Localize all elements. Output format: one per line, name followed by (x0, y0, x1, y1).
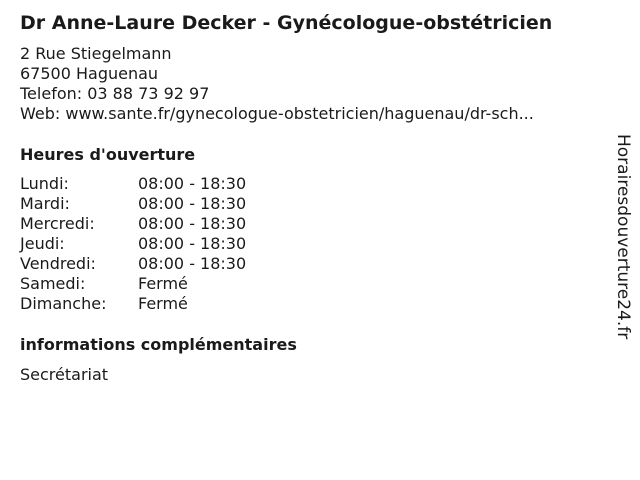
info-heading: informations complémentaires (20, 335, 297, 354)
day-label: Jeudi: (20, 234, 65, 253)
time-value: 08:00 - 18:30 (138, 194, 247, 213)
day-label: Vendredi: (20, 254, 96, 273)
phone-number[interactable]: Telefon: 03 88 73 92 97 (20, 84, 210, 103)
address-city: 67500 Haguenau (20, 64, 159, 83)
website-link[interactable]: Web: www.sante.fr/gynecologue-obstetricien/haguenau/dr-sch... (20, 104, 534, 123)
day-label: Dimanche: (20, 294, 107, 313)
day-label: Lundi: (20, 174, 69, 193)
day-label: Mercredi: (20, 214, 95, 233)
time-value: 08:00 - 18:30 (138, 234, 247, 253)
day-label: Mardi: (20, 194, 70, 213)
hours-heading: Heures d'ouverture (20, 145, 196, 164)
address-block (20, 44, 534, 124)
time-value: 08:00 - 18:30 (138, 254, 247, 273)
address-street: 2 Rue Stiegelmann (20, 44, 172, 63)
time-value: Fermé (138, 294, 188, 313)
time-value: 08:00 - 18:30 (138, 174, 247, 193)
time-value: 08:00 - 18:30 (138, 214, 247, 233)
site-watermark: Horairesdouverture24.fr (613, 134, 633, 340)
info-text: Secrétariat (20, 365, 109, 384)
page-title: Dr Anne-Laure Decker - Gynécologue-obstétricien (20, 12, 553, 34)
day-label: Samedi: (20, 274, 86, 293)
time-value: Fermé (138, 274, 188, 293)
